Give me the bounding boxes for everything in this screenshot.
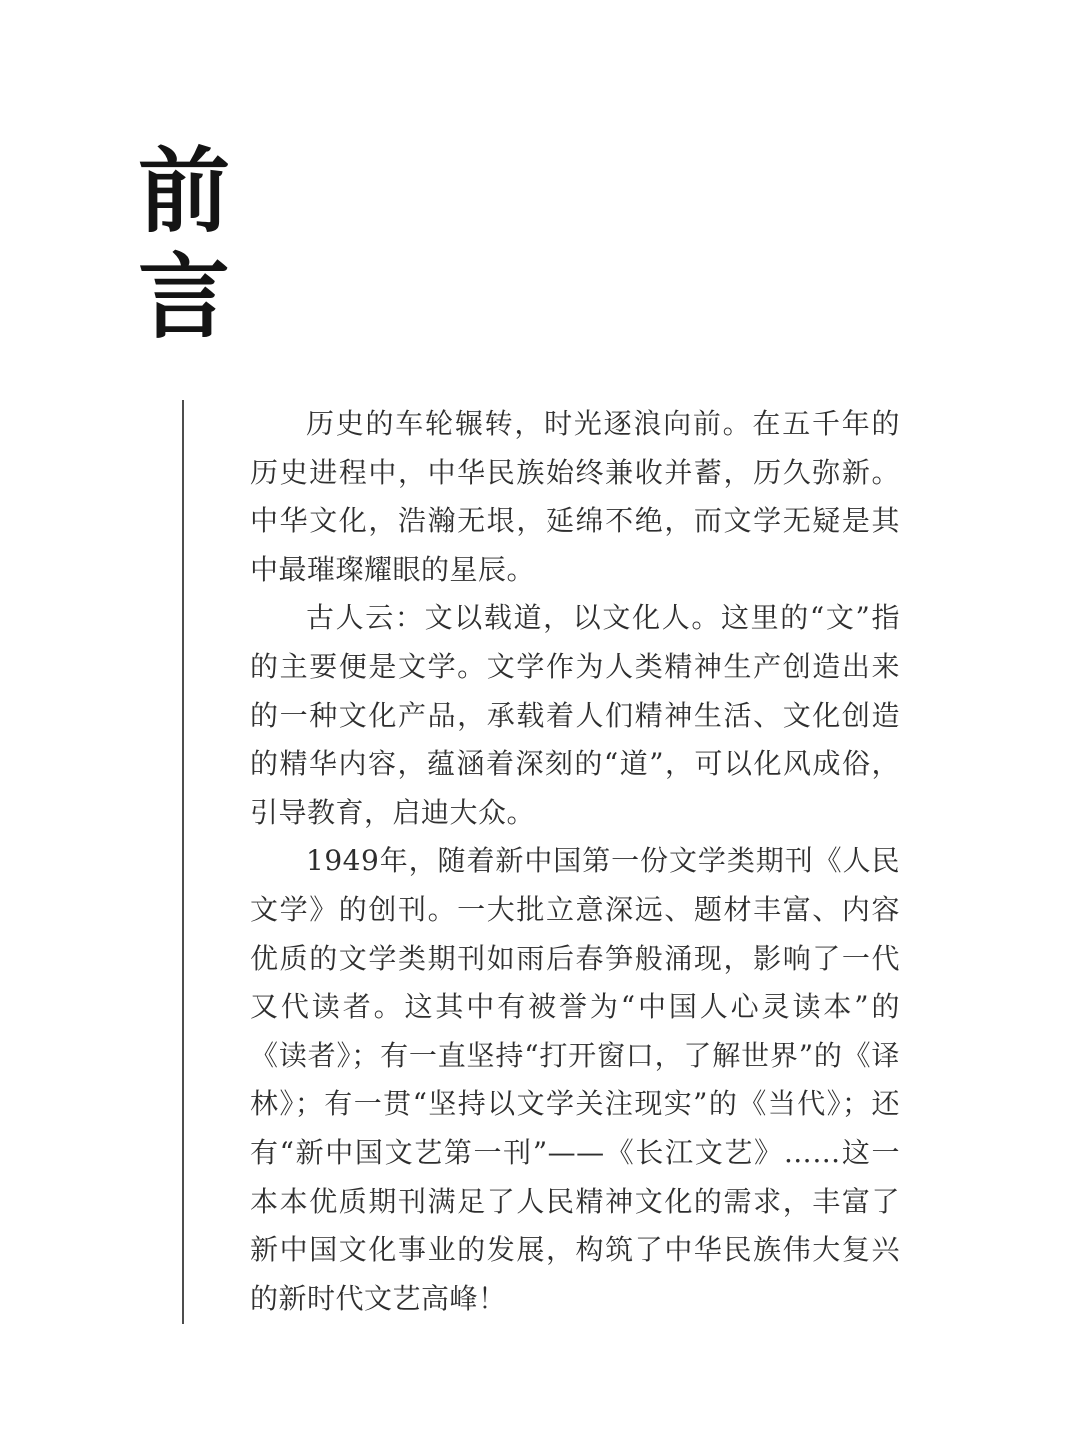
page-title — [138, 138, 230, 350]
preface-paragraph-2: 古人云：文以载道，以文化人。这里的“文”指的主要便是文学。文学作为人类精神生产创造出来的一种文化产品，承载着人们精神生活、文化创造的精华内容，蕴涵着深刻的“道”，可以化风成俗，引导教育，启迪大众。 — [250, 601, 900, 829]
preface-paragraph-1: 历史的车轮辗转，时光逐浪向前。在五千年的历史进程中，中华民族始终兼收并蓄，历久弥新。中华文化，浩瀚无垠，延绵不绝，而文学无疑是其中最璀璨耀眼的星辰。 — [250, 407, 900, 586]
page-title-char-2: 言 — [138, 243, 231, 351]
page-title-char-1: 前 — [138, 137, 231, 245]
vertical-rule — [182, 400, 184, 1324]
preface-body — [250, 400, 900, 1323]
preface-paragraph-3: 1949年，随着新中国第一份文学类期刊《人民文学》的创刊。一大批立意深远、题材丰富、内容优质的文学类期刊如雨后春笋般涌现，影响了一代又代读者。这其中有被誉为“中国人心灵读本”的《读者》；有一直坚持“打开窗口，了解世界”的《译林》；有一贯“坚持以文学关注现实”的《当代》；还有“新中国文艺第一刊”——《长江文艺》……这一本本优质期刊满足了人民精神文化的需求，丰富了新中国文化事业的发展，构筑了中华民族伟大复兴的新时代文艺高峰！ — [250, 844, 900, 1315]
